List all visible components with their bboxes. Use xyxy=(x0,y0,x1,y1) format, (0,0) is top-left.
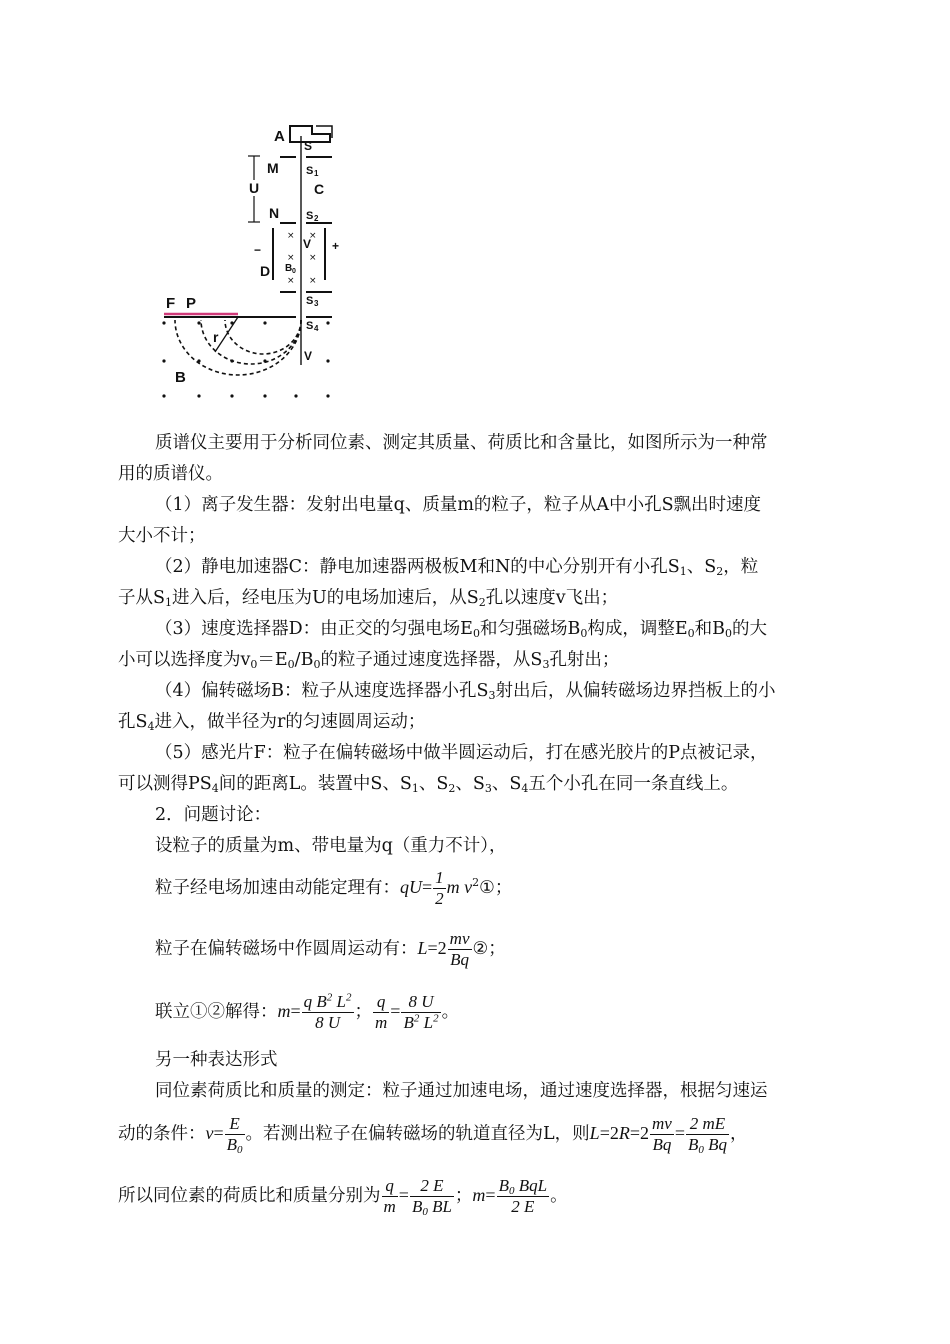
label-C: C xyxy=(314,181,325,197)
label-U: U xyxy=(249,180,260,196)
label-A: A xyxy=(274,128,285,145)
item-4-line-2: 孔$S_4$进入，做半径为r的匀速圆周运动； xyxy=(118,712,426,733)
svg-text:×: × xyxy=(287,276,295,286)
intro-line-2: 用的质谱仪。 xyxy=(118,464,223,484)
label-plus: + xyxy=(332,239,340,253)
item-5-line-1: （5）感光片F：粒子在偏转磁场中做半圆运动后，打在感光胶片的P点被记录， xyxy=(155,743,768,763)
label-minus: − xyxy=(254,243,262,257)
assumption-line: 设粒子的质量为m、带电量为q（重力不计）， xyxy=(155,836,507,856)
label-D: D xyxy=(260,263,271,279)
item-4-line-1: （4）偏转磁场B：粒子从速度选择器小孔$S_3$射出后，从偏转磁场边界挡板上的小 xyxy=(155,681,776,702)
svg-text:×: × xyxy=(287,231,295,241)
label-S1-sub: 1 xyxy=(314,169,319,178)
label-S2: S xyxy=(306,210,314,222)
label-S3: S xyxy=(306,295,314,307)
section-2-heading: 2．问题讨论： xyxy=(155,805,272,825)
label-S3-sub: 3 xyxy=(314,299,319,308)
label-S4: S xyxy=(306,320,314,332)
item-3-line-2: 小可以选择度为$v_0=E_0/B_0$的粒子通过速度选择器，从$S_3$孔射出； xyxy=(118,650,620,671)
equation-2-line: 粒子在偏转磁场中作圆周运动有：L=2 $\frac{mv}{Bq}$ ②； xyxy=(155,929,506,969)
label-P: P xyxy=(186,295,197,312)
item-1-line-1: （1）离子发生器：发射出电量q、质量m的粒子，粒子从A中小孔S飘出时速度 xyxy=(155,495,762,515)
label-S1: S xyxy=(306,165,314,177)
item-1-line-2: 大小不计； xyxy=(118,526,206,546)
label-V-top: V xyxy=(303,237,312,251)
label-V-bottom: V xyxy=(304,349,313,363)
isotope-line-1: 同位素荷质比和质量的测定：粒子通过加速电场，通过速度选择器，根据匀速运 xyxy=(155,1081,768,1101)
item-5-line-2: 可以测得$PS_4$间的距离L。装置中S、$S_1$、$S_2$、$S_3$、$S_4$五个小孔在同一条直线上。 xyxy=(118,774,739,795)
label-B: B xyxy=(175,369,186,386)
svg-text:×: × xyxy=(287,253,295,263)
label-F: F xyxy=(166,295,176,312)
equation-3-line: 联立①②解得：m= $\frac{q B^2 L^2}{8 U}$ ； $\frac{q}{m}$ = $\frac{8 U}{B^2 L^2}$ 。 xyxy=(155,991,460,1032)
alternate-form-heading: 另一种表达形式 xyxy=(155,1050,278,1070)
equation-1-line: 粒子经电场加速由动能定理有：qU= $\frac{1}{2}$ m $v^2①$； xyxy=(155,868,513,908)
mass-spectrometer-diagram xyxy=(150,120,350,410)
intro-line-1: 质谱仪主要用于分析同位素、测定其质量、荷质比和含量比，如图所示为一种常 xyxy=(155,433,768,453)
svg-text:×: × xyxy=(309,276,317,286)
item-3-line-1: （3）速度选择器D：由正交的匀强电场$E_0$和匀强磁场$B_0$构成，调整$E_0$和$B_0$的大 xyxy=(155,619,767,640)
label-N: N xyxy=(269,205,280,221)
label-r: r xyxy=(213,329,219,345)
isotope-line-2: 动的条件：v= $\frac{E}{B_0}$ 。若测出粒子在偏转磁场的轨道直径为L，则L=2R=2 $\frac{mv}{Bq}$ = $\frac{2 mE}{B_0 Bq}$ ， xyxy=(118,1114,748,1156)
label-S4-sub: 4 xyxy=(314,324,319,333)
isotope-line-3: 所以同位素的荷质比和质量分别为 $\frac{q}{m}$ = $\frac{2 E}{B_0 BL}$ ；m= $\frac{B_0 BqL}{2 E}$ 。 xyxy=(118,1176,568,1218)
label-S2-sub: 2 xyxy=(314,214,319,223)
label-B0-sub: 0 xyxy=(292,268,296,275)
svg-text:×: × xyxy=(309,231,317,241)
label-B0: B xyxy=(285,263,293,274)
label-S: S xyxy=(304,139,313,153)
item-2-line-1: （2）静电加速器C：静电加速器两极板M和N的中心分别开有小孔$S_1$、$S_2$，粒 xyxy=(155,557,759,578)
label-M: M xyxy=(267,160,279,176)
item-2-line-2: 子从$S_1$进入后，经电压为U的电场加速后，从$S_2$孔以速度v飞出； xyxy=(118,588,619,609)
svg-text:×: × xyxy=(309,253,317,263)
